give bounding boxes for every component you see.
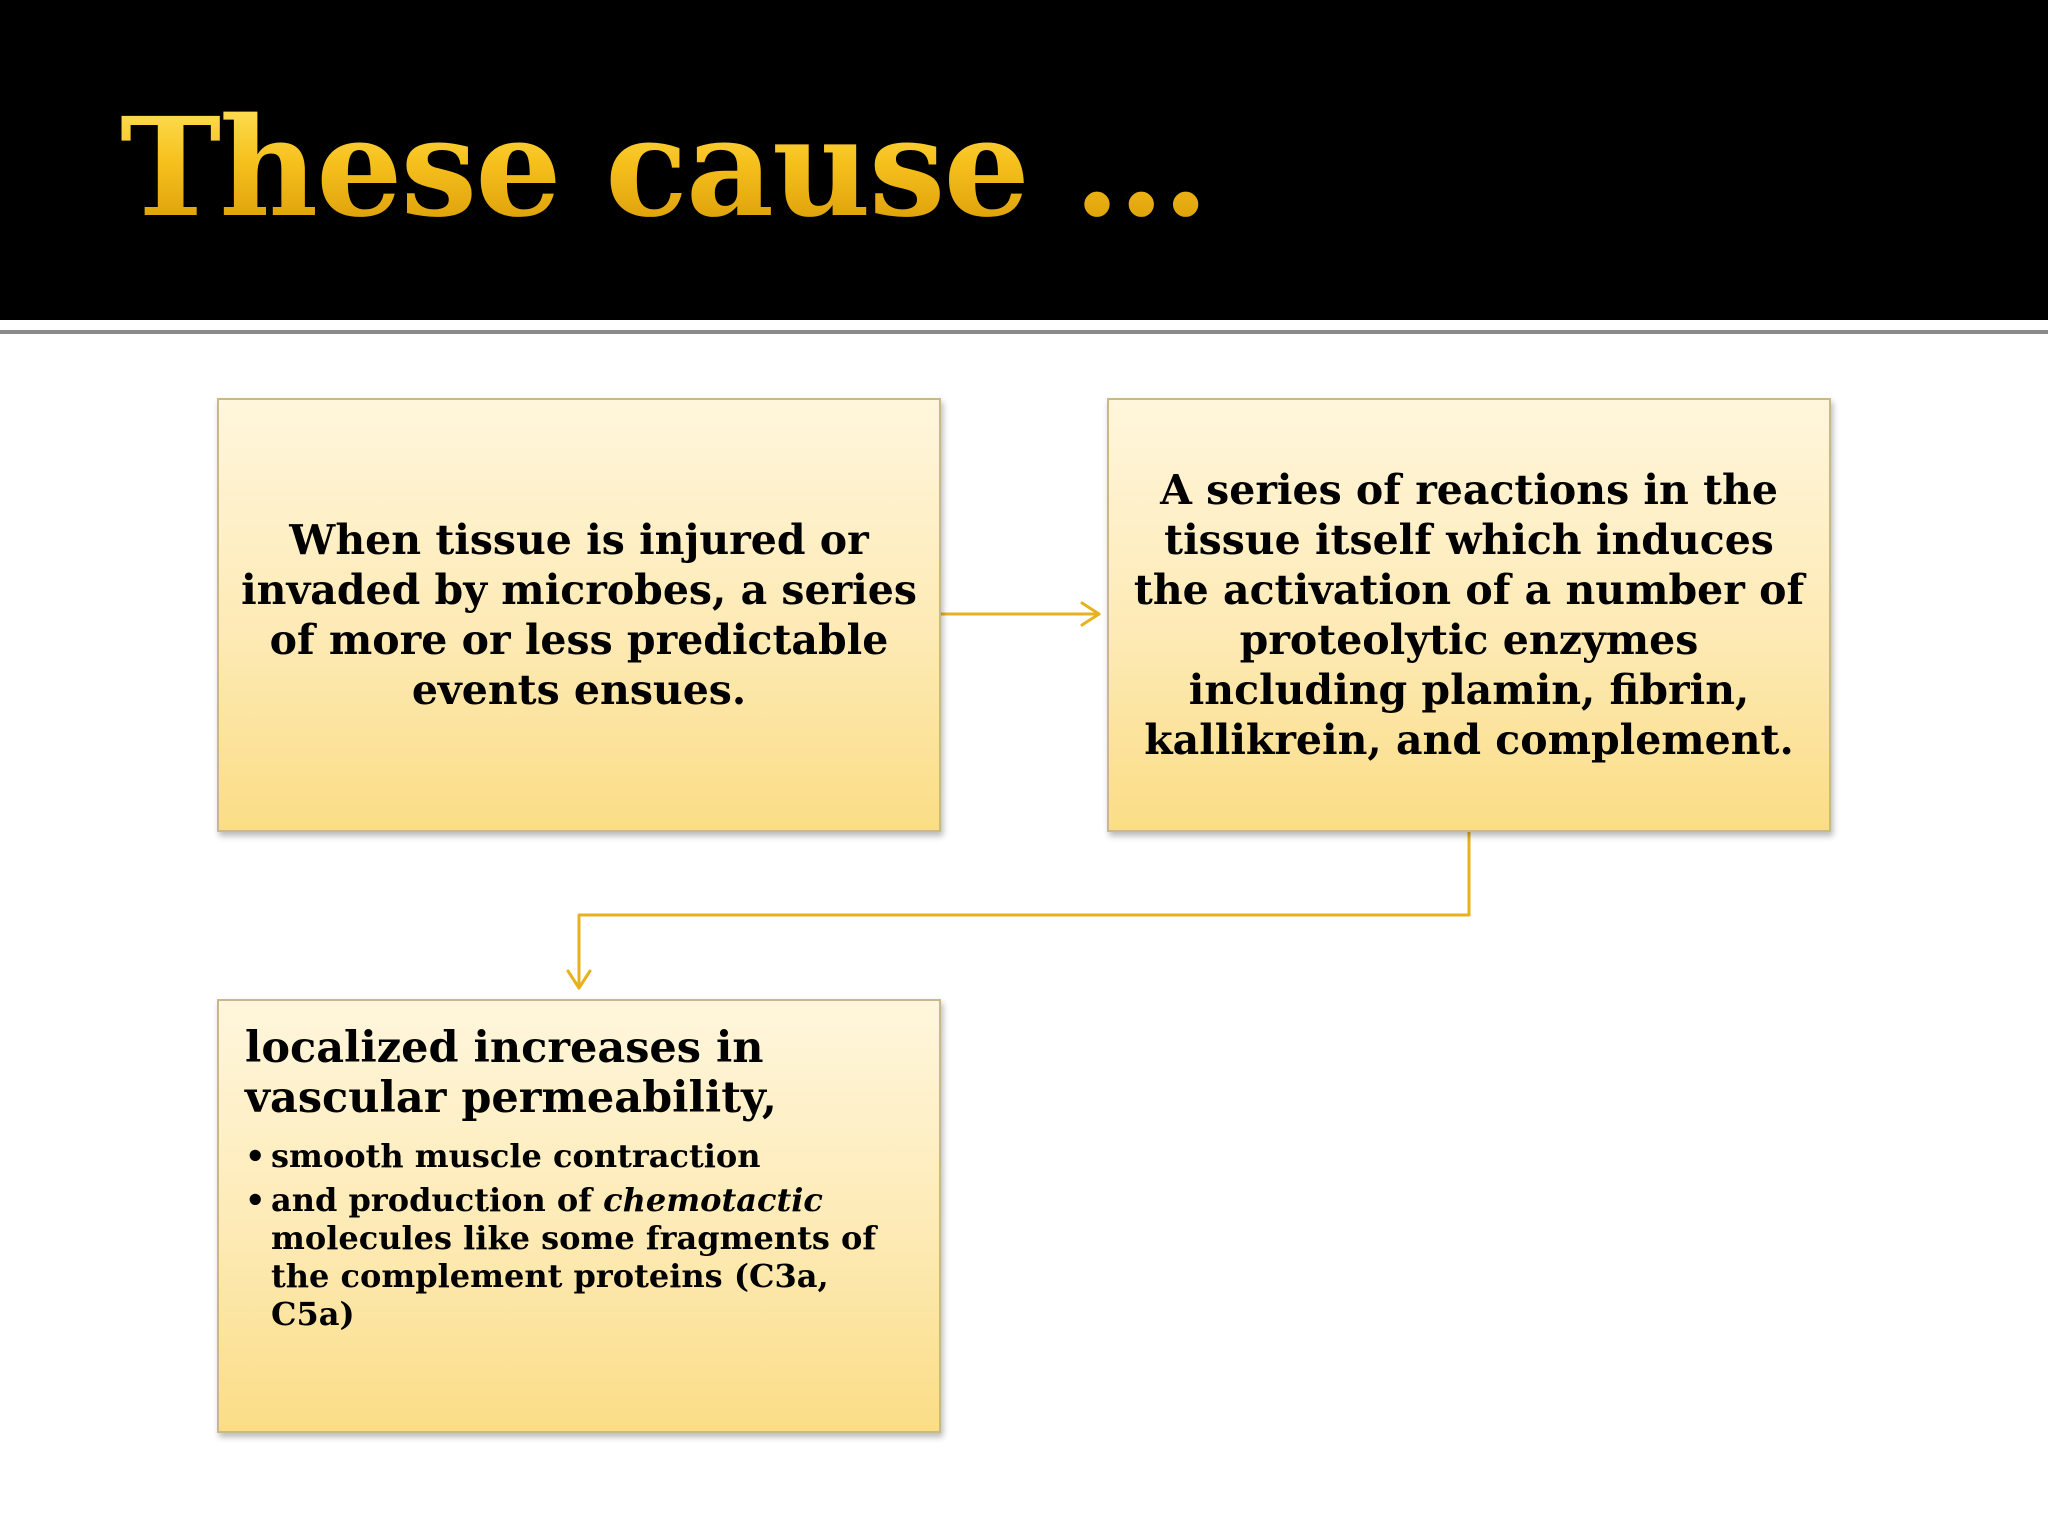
arrowhead-down-icon [568,971,590,988]
connector-reactions-to-effects [579,832,1469,988]
bullet-icon: • [245,1137,266,1175]
list-item [245,1181,917,1333]
list-item [245,1137,917,1175]
slide-title: These cause … [120,88,1208,248]
reactions-text: A series of reactions in the tissue itself which induces the activation of a number of proteolytic enzymes including plamin, fibrin, kallikrein, and complement. [1133,466,1805,764]
bullet-icon: • [245,1181,266,1219]
effects-heading: localized increases in vascular permeability, [245,1023,777,1123]
header-divider [0,330,2048,334]
injury-text: When tissue is injured or invaded by microbes, a series of more or less predictable events ensues. [241,516,917,714]
reactions-box [1107,398,1831,832]
injury-box [217,398,941,832]
arrowhead-right-icon [1082,603,1099,625]
effects-box [217,999,941,1433]
bullet-text-end: molecules like some fragments of the complement proteins (C3a, C5a) [271,1219,877,1333]
bullet-text-italic: chemotactic [603,1181,823,1219]
bullet-text-start: and production of [271,1181,604,1219]
effects-bullet-list [245,1137,917,1333]
bullet-text: smooth muscle contraction [271,1137,761,1175]
slide-header [0,0,2048,320]
